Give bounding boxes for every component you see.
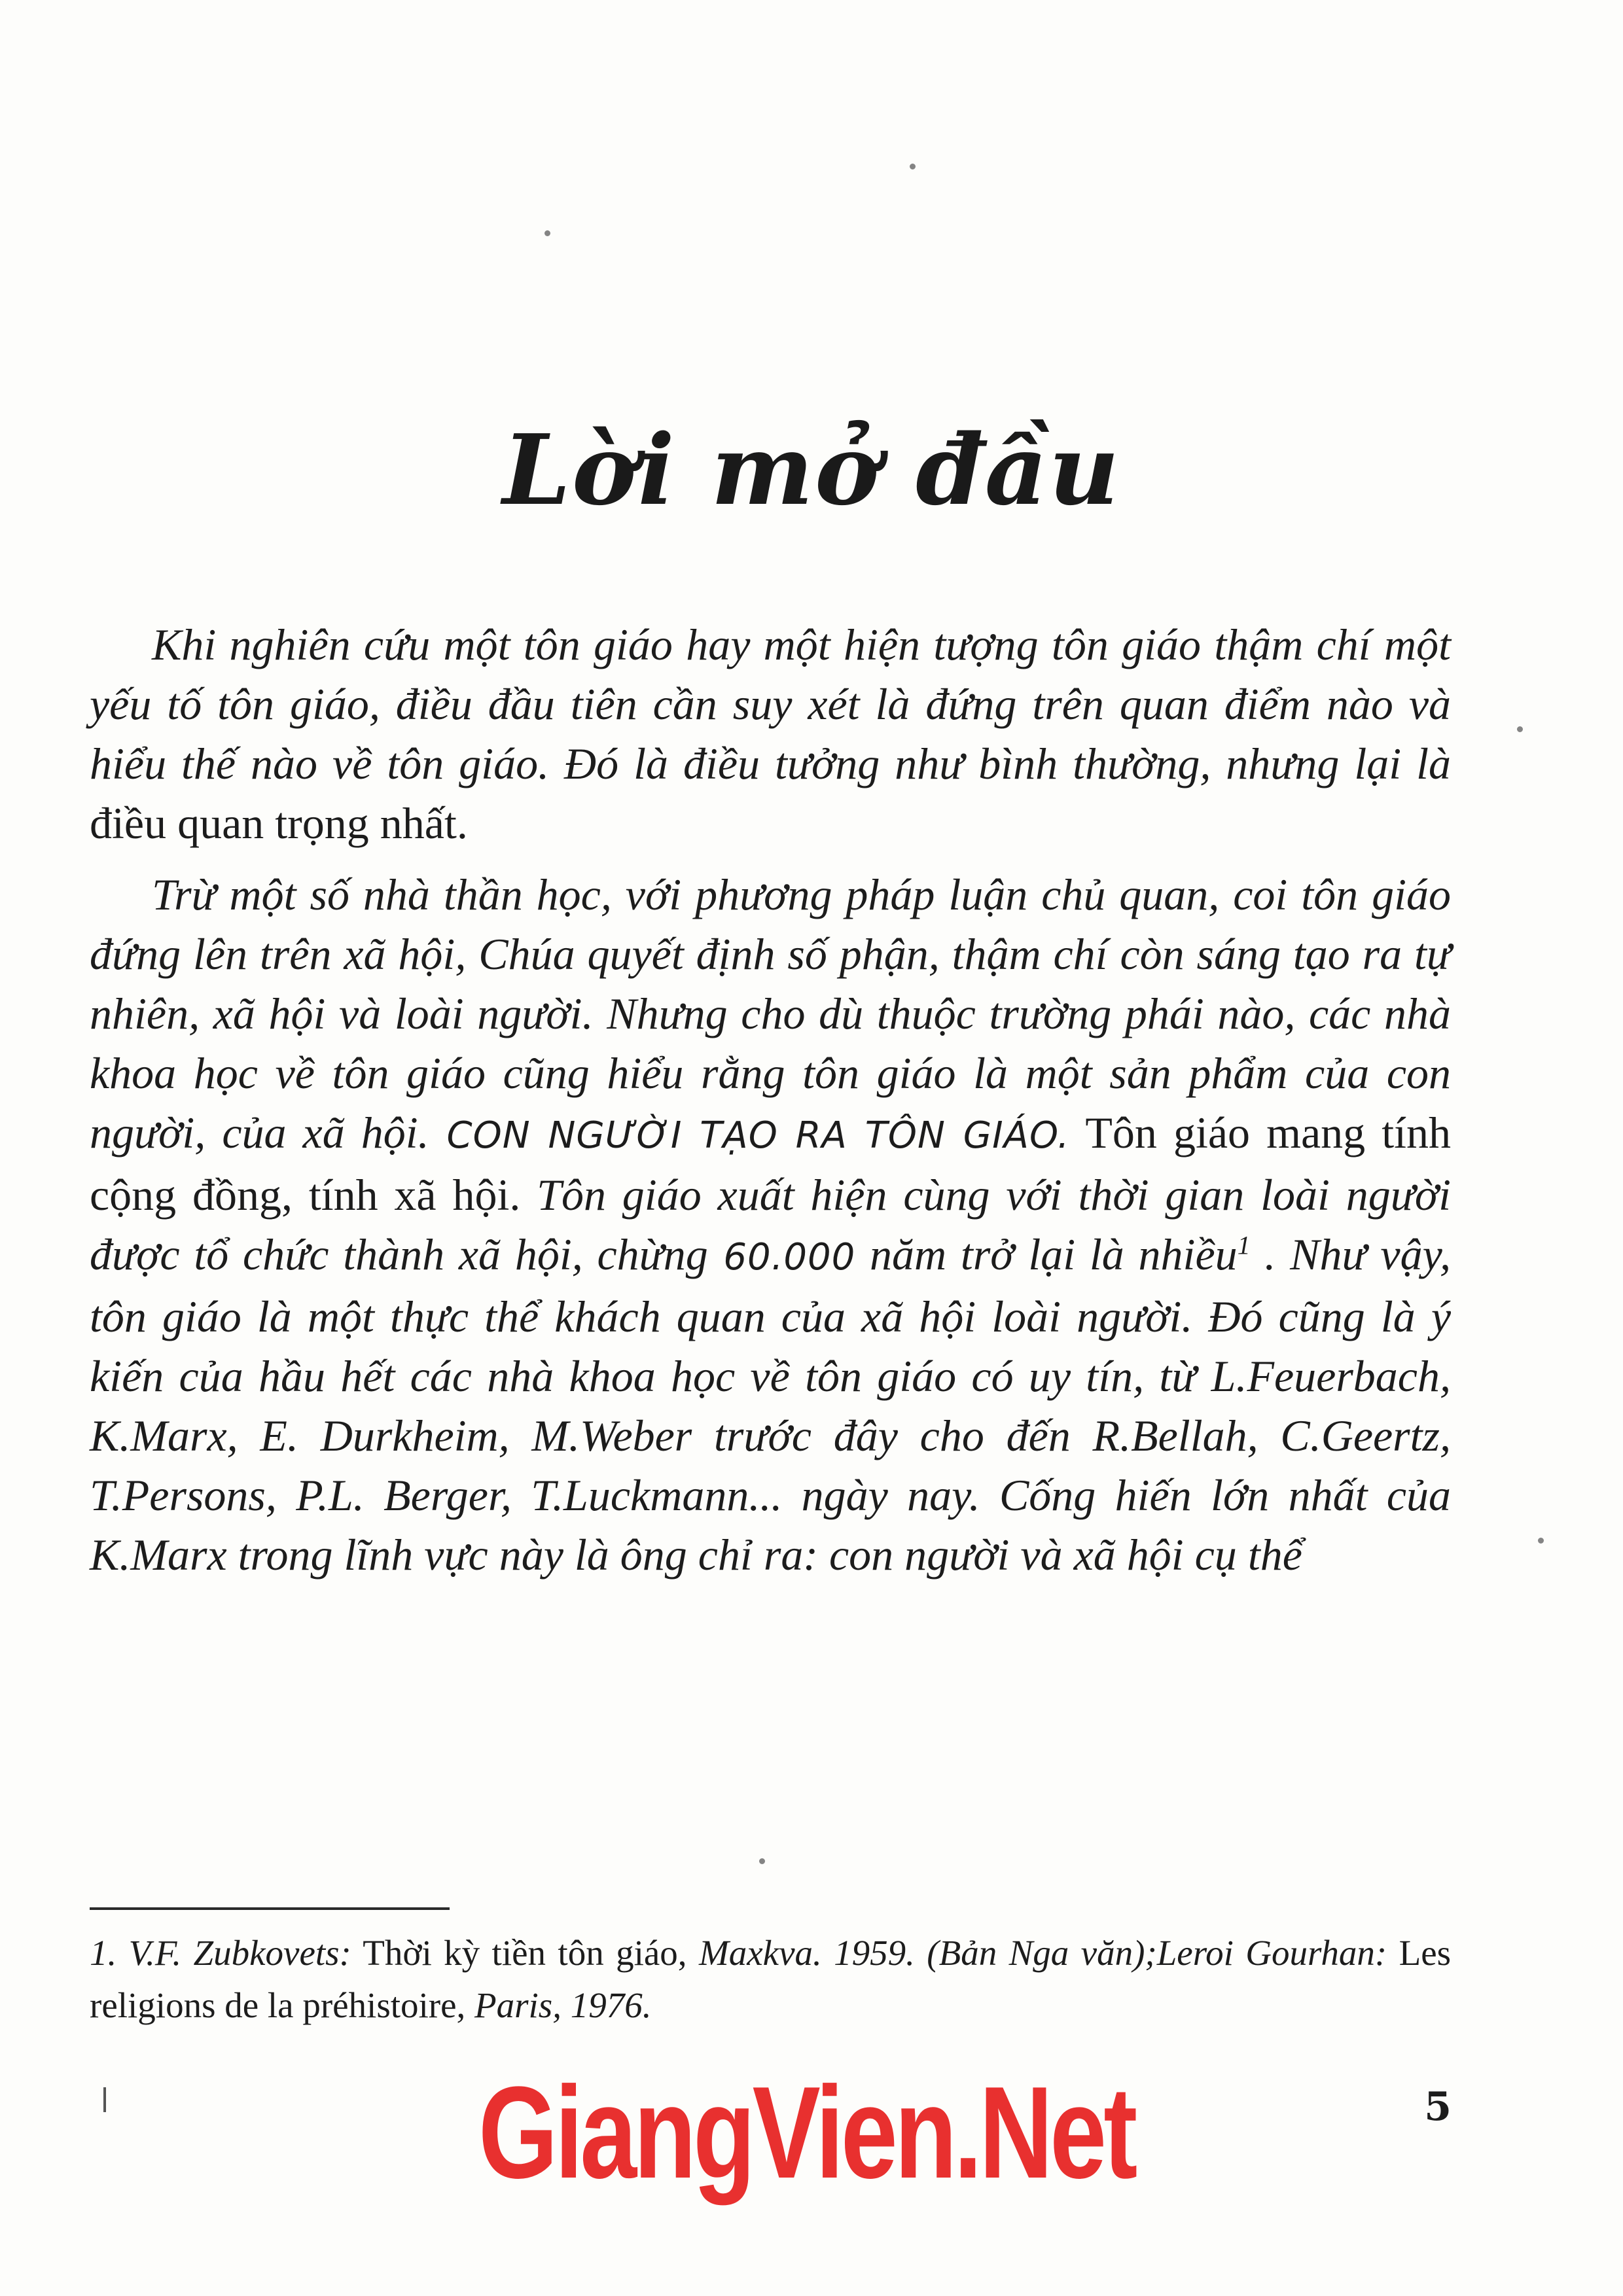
paragraph bbox=[90, 865, 1451, 1585]
paragraph bbox=[90, 615, 1451, 853]
footnote bbox=[90, 1927, 1451, 2032]
text-run: Trừ một số nhà thần học, với phương pháp luận chủ quan, coi tôn giáo đứng lên trên xã hội, Chúa quyết định số phận, thậm chí còn sáng tạo ra tự nhiên, xã hội và loài người. Nhưng cho dù thuộc trường phái nào, các nhà khoa học về tôn giáo cũng hiểu rằng tôn giáo là một sản phẩm của con người, của xã hội. bbox=[90, 870, 1451, 1157]
text-run: Les religions de la préhistoire, bbox=[90, 1933, 1452, 2025]
text-run: Tôn giáo xuất hiện cùng với thời gian loài người được tổ chức thành xã hội, chừng bbox=[90, 1170, 1452, 1279]
text-run: Paris, 1976. bbox=[474, 1985, 652, 2025]
margin-mark bbox=[103, 2087, 106, 2112]
scan-speck bbox=[1517, 726, 1523, 732]
text-run: 1 bbox=[1237, 1230, 1251, 1260]
scan-speck bbox=[1538, 1538, 1544, 1544]
text-run: Tôn giáo mang tính cộng đồng, tính xã hội. bbox=[90, 1108, 1452, 1220]
text-run: năm trở lại là nhiều bbox=[855, 1229, 1238, 1279]
text-run: 60.000 bbox=[707, 1236, 856, 1279]
scan-speck bbox=[910, 164, 916, 169]
scan-speck bbox=[544, 230, 550, 236]
text-run: 1. V.F. Zubkovets: bbox=[90, 1933, 351, 1973]
text-run: Khi nghiên cứu một tôn giáo hay một hiện tượng tôn giáo thậm chí một yếu tố tôn giáo, điều đầu tiên cần suy xét là đứng trên quan điểm nào và hiểu thế nào về tôn giáo. Đó là điều tưởng như bình thường, nhưng lại là bbox=[90, 620, 1451, 788]
text-run: điều quan trọng nhất. bbox=[90, 798, 468, 848]
text-run: . Như vậy, tôn giáo là một thực thể khách quan của xã hội loài người. Đó cũng là ý kiến của hầu hết các nhà khoa học về tôn giáo có uy tín, từ L.Feuerbach, K.Marx, E. Durkheim, M.Weber trước đây cho đến R.Bellah, C.Geertz, T.Persons, P.L. Berger, T.Luckmann... ngày nay. Cống hiến lớn nhất của K.Marx trong lĩnh vực này là ông chỉ ra: con người và xã hội cụ thể bbox=[90, 1229, 1452, 1580]
watermark-logo: GiangVien.Net bbox=[478, 2060, 1135, 2206]
page-number: 5 bbox=[1424, 2084, 1452, 2130]
text-run: Maxkva. 1959. (Bản Nga văn);Leroi Gourhan: bbox=[698, 1933, 1387, 1973]
text-run: CON NGƯỜI TẠO RA TÔN GIÁO. bbox=[429, 1114, 1070, 1157]
scan-speck bbox=[759, 1858, 765, 1864]
body-text bbox=[90, 615, 1451, 1597]
page-title: Lời mở đầu bbox=[502, 413, 1121, 527]
text-run: Thời kỳ tiền tôn giáo, bbox=[351, 1933, 699, 1973]
footnote-divider bbox=[90, 1907, 450, 1910]
